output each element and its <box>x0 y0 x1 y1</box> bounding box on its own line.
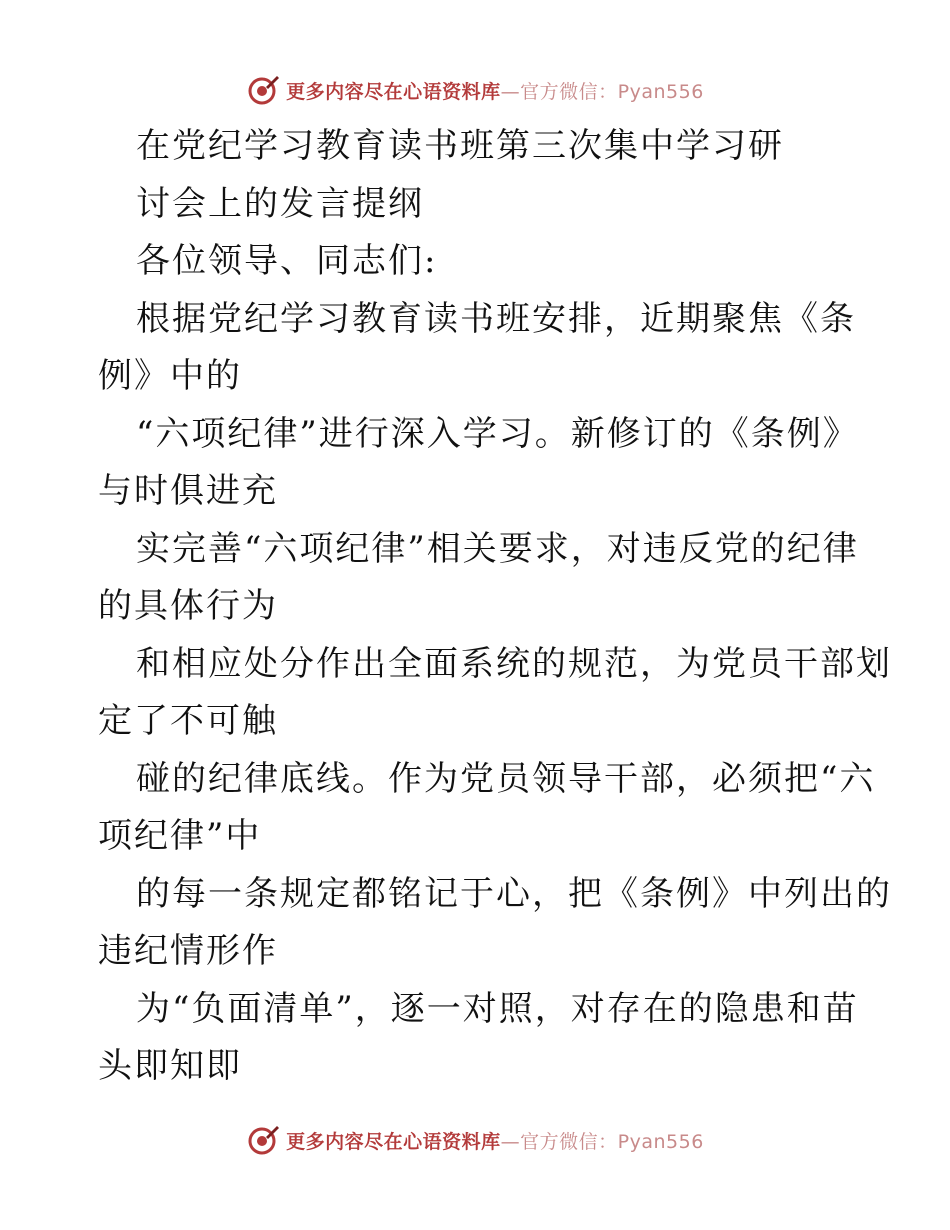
watermark-text <box>286 1127 704 1154</box>
text-line: 的具体行为 <box>98 586 278 626</box>
document-body <box>98 118 892 1096</box>
text-line: “六项纪律”进行深入学习。新修订的《条例》 <box>136 413 859 454</box>
text-line: 的每一条规定都铭记于心，把《条例》中列出的 <box>136 873 892 914</box>
watermark-group <box>246 1123 704 1157</box>
text-line: 和相应处分作出全面系统的规范，为党员干部划 <box>136 643 892 684</box>
title-line-2: 讨会上的发言提纲 <box>136 183 424 224</box>
header-watermark <box>0 70 950 110</box>
text-line: 项纪律”中 <box>98 816 262 856</box>
text-line: 实完善“六项纪律”相关要求，对违反党的纪律 <box>136 528 859 569</box>
watermark-suffix: —官方微信：Pyan556 <box>500 1130 704 1153</box>
text-line: 例》中的 <box>98 356 242 396</box>
text-line: 根据党纪学习教育读书班安排，近期聚焦《条 <box>136 298 856 339</box>
text-line: 与时俱进充 <box>98 471 278 511</box>
text-line: 违纪情形作 <box>98 931 278 971</box>
salutation: 各位领导、同志们: <box>136 241 438 281</box>
watermark-suffix: —官方微信：Pyan556 <box>500 80 704 103</box>
pen-logo-icon <box>246 73 280 107</box>
text-line: 定了不可触 <box>98 701 278 741</box>
text-line: 头即知即 <box>98 1046 242 1086</box>
pen-logo-icon <box>246 1123 280 1157</box>
watermark-group <box>246 73 704 107</box>
text-line: 碰的纪律底线。作为党员领导干部，必须把“六 <box>136 758 876 799</box>
watermark-prefix: 更多内容尽在心语资料库 <box>286 1130 501 1153</box>
text-line: 为“负面清单”，逐一对照，对存在的隐患和苗 <box>136 988 859 1029</box>
footer-watermark <box>0 1120 950 1160</box>
watermark-text <box>286 77 704 104</box>
title-line-1: 在党纪学习教育读书班第三次集中学习研 <box>136 126 784 166</box>
watermark-prefix: 更多内容尽在心语资料库 <box>286 80 501 103</box>
